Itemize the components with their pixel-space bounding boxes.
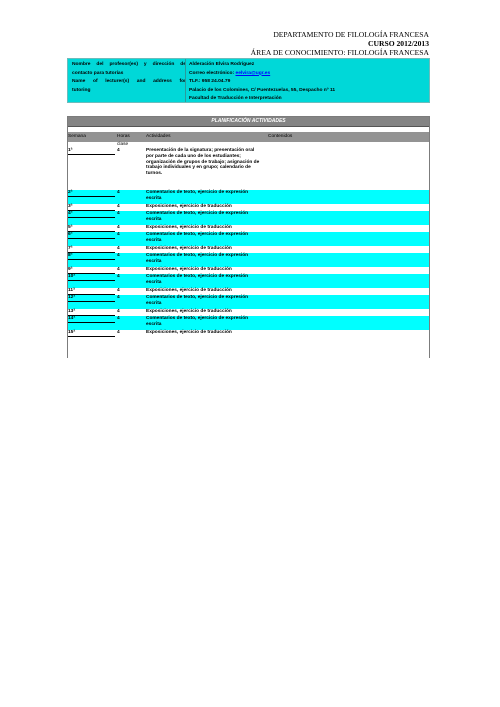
week-underline	[68, 196, 115, 197]
activity-line: escrita	[146, 258, 162, 264]
week-underline	[68, 336, 115, 337]
course-year: CURSO 2012/2013	[368, 39, 429, 48]
activity-cell	[146, 274, 270, 286]
week-underline	[68, 154, 115, 155]
col-semana: Semana	[68, 134, 86, 139]
hours-cell: 4	[117, 246, 120, 251]
activity-line: Comentarios de texto, ejercicio de expresión	[146, 211, 249, 216]
table-row	[68, 225, 429, 232]
activity-line: trabajo individuales y en grupo; calendario de	[146, 165, 251, 171]
hours-cell: 4	[117, 316, 120, 321]
table-row	[68, 274, 429, 288]
hours-cell: 4	[117, 288, 120, 293]
hours-cell: 4	[117, 274, 120, 279]
department-title: DEPARTAMENTO DE FILOLOGÍA FRANCESA	[273, 30, 429, 39]
activity-line: escrita	[146, 279, 162, 285]
email-link[interactable]: eelvira@ugr.es	[235, 70, 271, 76]
table-row	[68, 253, 429, 267]
table-title: PLANIFICACIÓN ACTIVIDADES	[68, 117, 429, 127]
week-cell: 9ª	[68, 267, 73, 272]
activity-line: por parte de cada uno de los estudiantes;	[146, 153, 241, 159]
email-label: Correo electrónico:	[189, 70, 236, 76]
activity-line: Exposiciones, ejercicio de traducción	[146, 309, 232, 314]
table-row	[68, 316, 429, 330]
week-underline	[68, 259, 115, 260]
activity-cell	[146, 246, 270, 252]
label-en-line1: Name of lecturer(s) and address for	[72, 79, 186, 84]
document-header	[251, 30, 429, 57]
table-row	[68, 148, 429, 190]
contact-box	[67, 58, 430, 103]
lecturer-name: Alderación Elvira Rodríguez	[189, 62, 255, 67]
hours-cell: 4	[117, 295, 120, 300]
week-cell: 10ª	[68, 274, 76, 279]
activity-line: Exposiciones, ejercicio de traducción	[146, 288, 232, 293]
activity-line: organización de grupos de trabajo; asignación de	[146, 159, 260, 165]
activity-cell	[146, 253, 270, 265]
week-underline	[68, 301, 115, 302]
activity-cell	[146, 225, 270, 231]
hours-cell: 4	[117, 204, 120, 209]
activity-line: escrita	[146, 216, 162, 222]
hours-cell: 4	[117, 330, 120, 335]
activity-line: Comentarios de texto, ejercicio de expresión	[146, 274, 249, 279]
col-contenidos: Contenidos	[268, 134, 293, 139]
activity-line: Comentarios de texto, ejercicio de expresión	[146, 190, 249, 195]
knowledge-area: ÁREA DE CONOCIMIENTO: FILOLOGÍA FRANCESA	[250, 48, 429, 57]
email-line	[189, 70, 335, 79]
phone: TLF.: 958 24.04.79	[189, 79, 231, 84]
hours-cell: 4	[117, 148, 120, 153]
activity-cell	[146, 295, 270, 307]
activity-line: escrita	[146, 237, 162, 243]
activity-line: Comentarios de texto, ejercicio de expresión	[146, 232, 249, 237]
label-es-line1: Nombre del profesor(es) y dirección de	[72, 62, 186, 67]
week-cell: 13ª	[68, 309, 76, 314]
column-header	[68, 132, 429, 142]
week-cell: 1ª	[68, 148, 73, 153]
week-cell: 6ª	[68, 232, 73, 237]
table-row	[68, 330, 429, 337]
week-cell: 11ª	[68, 288, 75, 293]
week-cell: 7ª	[68, 246, 73, 251]
faculty: Facultad de Traducción e Interpretación	[189, 96, 282, 101]
hours-cell: 4	[117, 253, 120, 258]
activity-cell	[146, 316, 270, 328]
hours-cell: 4	[117, 190, 120, 195]
activity-line: Presentación de la signatura; presentación oral	[146, 148, 255, 153]
week-underline	[68, 280, 115, 281]
table-row	[68, 267, 429, 274]
activity-line: escrita	[146, 321, 162, 327]
hours-cell: 4	[117, 267, 120, 272]
week-underline	[68, 217, 115, 218]
activity-cell	[146, 288, 270, 294]
table-row	[68, 288, 429, 295]
week-cell: 8ª	[68, 253, 73, 258]
hours-cell: 4	[117, 225, 120, 230]
activity-line: Exposiciones, ejercicio de traducción	[146, 246, 232, 251]
activity-line: Comentarios de texto, ejercicio de expresión	[146, 316, 249, 321]
table-row	[68, 204, 429, 211]
activity-line: Comentarios de texto, ejercicio de expresión	[146, 295, 249, 300]
activity-cell	[146, 232, 270, 244]
col-horas: Horas	[117, 134, 130, 139]
week-cell: 3ª	[68, 204, 73, 209]
activity-line: Exposiciones, ejercicio de traducción	[146, 225, 232, 230]
activity-line: escrita	[146, 195, 162, 201]
table-body	[68, 148, 429, 337]
activity-line: Exposiciones, ejercicio de traducción	[146, 267, 232, 272]
week-cell: 15ª	[68, 330, 76, 335]
activity-cell	[146, 148, 270, 177]
table-row	[68, 232, 429, 246]
contact-labels	[72, 61, 186, 95]
activity-cell	[146, 204, 270, 210]
hours-cell: 4	[117, 232, 120, 237]
table-row	[68, 211, 429, 225]
label-es-line2: contacto para tutorías	[72, 70, 124, 76]
week-underline	[68, 322, 115, 323]
activity-cell	[146, 309, 270, 315]
hours-cell: 4	[117, 211, 120, 216]
table-row	[68, 246, 429, 253]
activity-line: escrita	[146, 300, 162, 306]
activity-cell	[146, 211, 270, 223]
activities-table	[67, 116, 430, 358]
activity-cell	[146, 190, 270, 202]
activity-line: Exposiciones, ejercicio de traducción	[146, 330, 232, 335]
activity-line: Comentarios de texto, ejercicio de expresión	[146, 253, 249, 258]
week-cell: 4ª	[68, 211, 73, 216]
table-row	[68, 295, 429, 309]
col-actividades: Actividades	[146, 134, 171, 139]
week-cell: 5ª	[68, 225, 73, 230]
week-cell: 2ª	[68, 190, 73, 195]
week-cell: 12ª	[68, 295, 76, 300]
office-address: Palacio de los Colomines, C/ Puentezuelas, 55, Despacho nº 11	[189, 87, 336, 93]
label-en-line2: tutoring	[72, 87, 91, 93]
activity-cell	[146, 267, 270, 273]
activity-cell	[146, 330, 270, 336]
contact-details	[189, 61, 335, 104]
table-row	[68, 190, 429, 204]
activity-line: Exposiciones, ejercicio de traducción	[146, 204, 232, 209]
contact-divider	[185, 59, 186, 102]
hours-cell: 4	[117, 309, 120, 314]
col-horas-line2: clase	[117, 142, 129, 147]
week-underline	[68, 238, 115, 239]
activity-line: turnos.	[146, 171, 163, 177]
week-cell: 14ª	[68, 316, 76, 321]
table-row	[68, 309, 429, 316]
